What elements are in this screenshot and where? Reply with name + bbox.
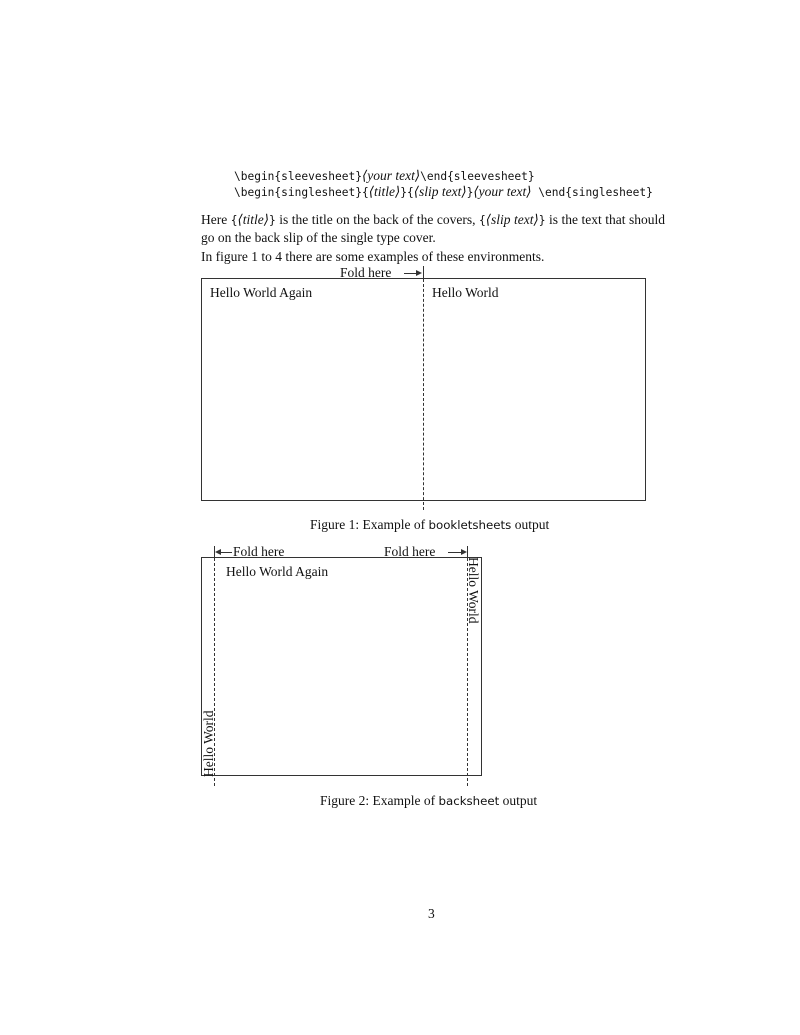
para-brace: {	[479, 214, 486, 227]
fig1-caption-suffix: output	[511, 517, 550, 532]
fig2-left-fold-arrow-line	[218, 552, 232, 553]
fig2-right-fold-arrow-line	[448, 552, 462, 553]
code-arg-slip-text: ⟨slip text⟩	[413, 184, 467, 199]
fig2-caption-prefix: Figure 2: Example of	[320, 793, 439, 808]
fig2-caption-suffix: output	[499, 793, 538, 808]
para-brace: {	[230, 214, 238, 227]
fig1-left-page-text: Hello World Again	[210, 285, 313, 300]
para-arg-slip-text: ⟨slip text⟩	[485, 212, 539, 227]
fig2-caption	[320, 793, 537, 809]
code-begin-sleevesheet: \begin{sleevesheet}	[234, 170, 362, 183]
paragraph-figures-intro: In figure 1 to 4 there are some examples of these environments.	[201, 249, 545, 264]
fig2-right-fold-tick	[467, 546, 468, 557]
para-text: is the title on the back of the covers,	[275, 212, 480, 227]
fig2-right-fold-label: Fold here	[384, 544, 436, 559]
paragraph-title-slip	[201, 211, 665, 246]
fig2-right-spine-text: Hello World	[466, 557, 481, 624]
fig2-caption-env: backsheet	[438, 794, 500, 808]
fig1-fold-dashed-line	[423, 279, 424, 510]
para-brace: }	[269, 214, 276, 227]
fig1-fold-arrow-head	[416, 270, 422, 276]
fig1-caption-prefix: Figure 1: Example of	[310, 517, 429, 532]
code-brace: }{	[400, 186, 414, 199]
fig1-caption	[310, 517, 549, 533]
fig1-caption-env: bookletsheets	[428, 518, 512, 532]
fig1-right-page-text: Hello World	[432, 285, 499, 300]
fig2-backsheet-box	[201, 557, 482, 776]
fig1-fold-label: Fold here	[340, 265, 392, 280]
para-brace: }	[538, 214, 546, 227]
fig2-main-text: Hello World Again	[226, 564, 329, 579]
code-arg-your-text: ⟨your text⟩	[473, 184, 532, 199]
para-text: Here	[201, 212, 231, 227]
code-arg-title: ⟨title⟩	[368, 184, 401, 199]
code-brace: }	[466, 186, 474, 199]
code-arg-your-text: ⟨your text⟩	[361, 168, 421, 183]
code-end-sleevesheet: \end{sleevesheet}	[420, 170, 535, 183]
code-brace: {	[361, 186, 369, 199]
code-begin-singlesheet: \begin{singlesheet}	[234, 186, 362, 199]
code-line-singlesheet	[234, 181, 653, 200]
fig2-left-spine-text: Hello World	[201, 710, 216, 777]
para-text: is the text that should go on the back slip of the single type cover.	[201, 212, 665, 245]
para-arg-title: ⟨title⟩	[237, 212, 270, 227]
page-number: 3	[428, 906, 435, 921]
code-end-singlesheet-text: \end{singlesheet}	[538, 186, 653, 199]
fig2-left-fold-label: Fold here	[233, 544, 285, 559]
